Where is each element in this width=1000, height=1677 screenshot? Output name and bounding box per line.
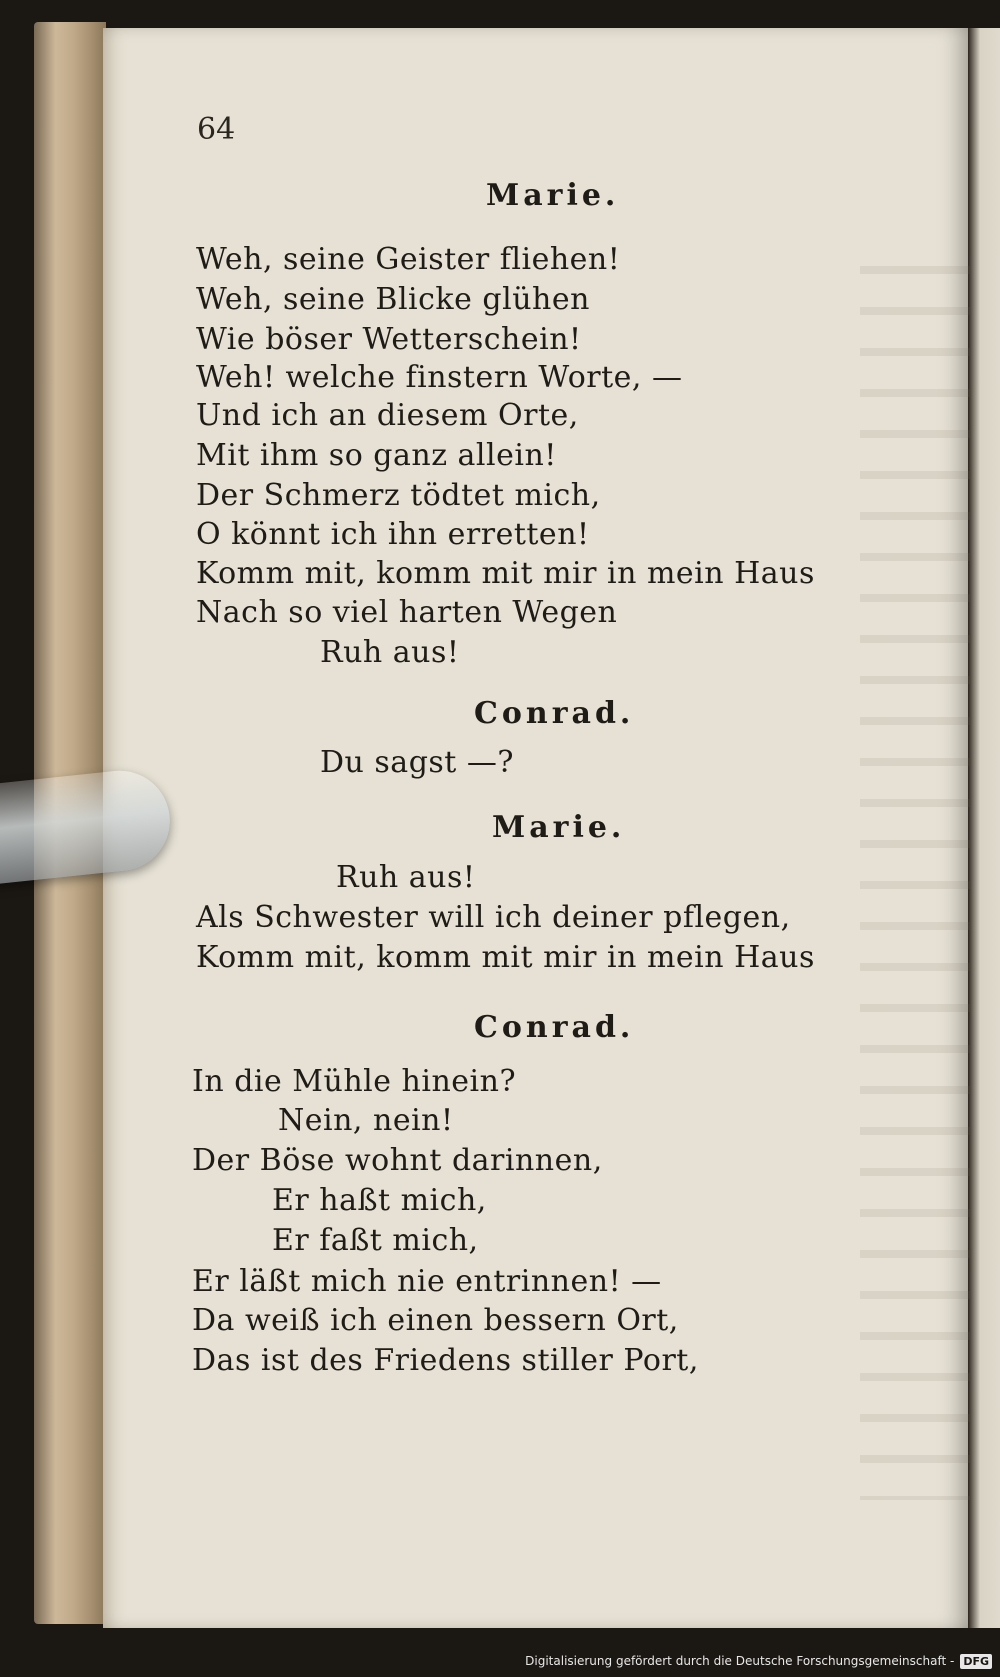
verse-line: Du sagst —? [320, 745, 514, 780]
verse-line: Er faßt mich, [272, 1223, 479, 1258]
verse-line: Der Schmerz tödtet mich, [196, 478, 601, 513]
footer [525, 1649, 992, 1673]
verse-line: Komm mit, komm mit mir in mein Haus [196, 556, 815, 591]
verse-line: Und ich an diesem Orte, [196, 398, 579, 433]
verse-line: Der Böse wohnt darinnen, [192, 1143, 603, 1178]
verse-line: Als Schwester will ich deiner pflegen, [196, 900, 791, 935]
dfg-logo: DFG [960, 1654, 992, 1669]
footer-credit: Digitalisierung gefördert durch die Deutsche Forschungsgemeinschaft - [525, 1654, 955, 1668]
verse-line: Weh, seine Blicke glühen [196, 282, 590, 317]
verse-line: Nach so viel harten Wegen [196, 595, 618, 630]
verse-line: Ruh aus! [336, 860, 476, 895]
verse-line: Das ist des Friedens stiller Port, [192, 1343, 699, 1378]
verse-line: Nein, nein! [278, 1103, 454, 1138]
verse-line: Ruh aus! [320, 635, 460, 670]
speaker-name: Conrad. [474, 1010, 635, 1045]
page-number: 64 [197, 112, 236, 147]
speaker-name: Conrad. [474, 696, 635, 731]
verse-line: Komm mit, komm mit mir in mein Haus [196, 940, 815, 975]
show-through-text [860, 240, 970, 1500]
verse-line: O könnt ich ihn erretten! [196, 517, 590, 552]
speaker-name: Marie. [486, 178, 620, 213]
verse-line: Er haßt mich, [272, 1183, 487, 1218]
verse-line: Da weiß ich einen bessern Ort, [192, 1303, 679, 1338]
facing-page-edge [968, 28, 1000, 1628]
verse-line: In die Mühle hinein? [192, 1064, 517, 1099]
speaker-name: Marie. [492, 810, 626, 845]
verse-line: Weh, seine Geister fliehen! [196, 242, 621, 277]
verse-line: Weh! welche finstern Worte, — [196, 360, 683, 395]
verse-line: Mit ihm so ganz allein! [196, 438, 557, 473]
verse-line: Er läßt mich nie entrinnen! — [192, 1264, 662, 1299]
verse-line: Wie böser Wetterschein! [196, 322, 582, 357]
